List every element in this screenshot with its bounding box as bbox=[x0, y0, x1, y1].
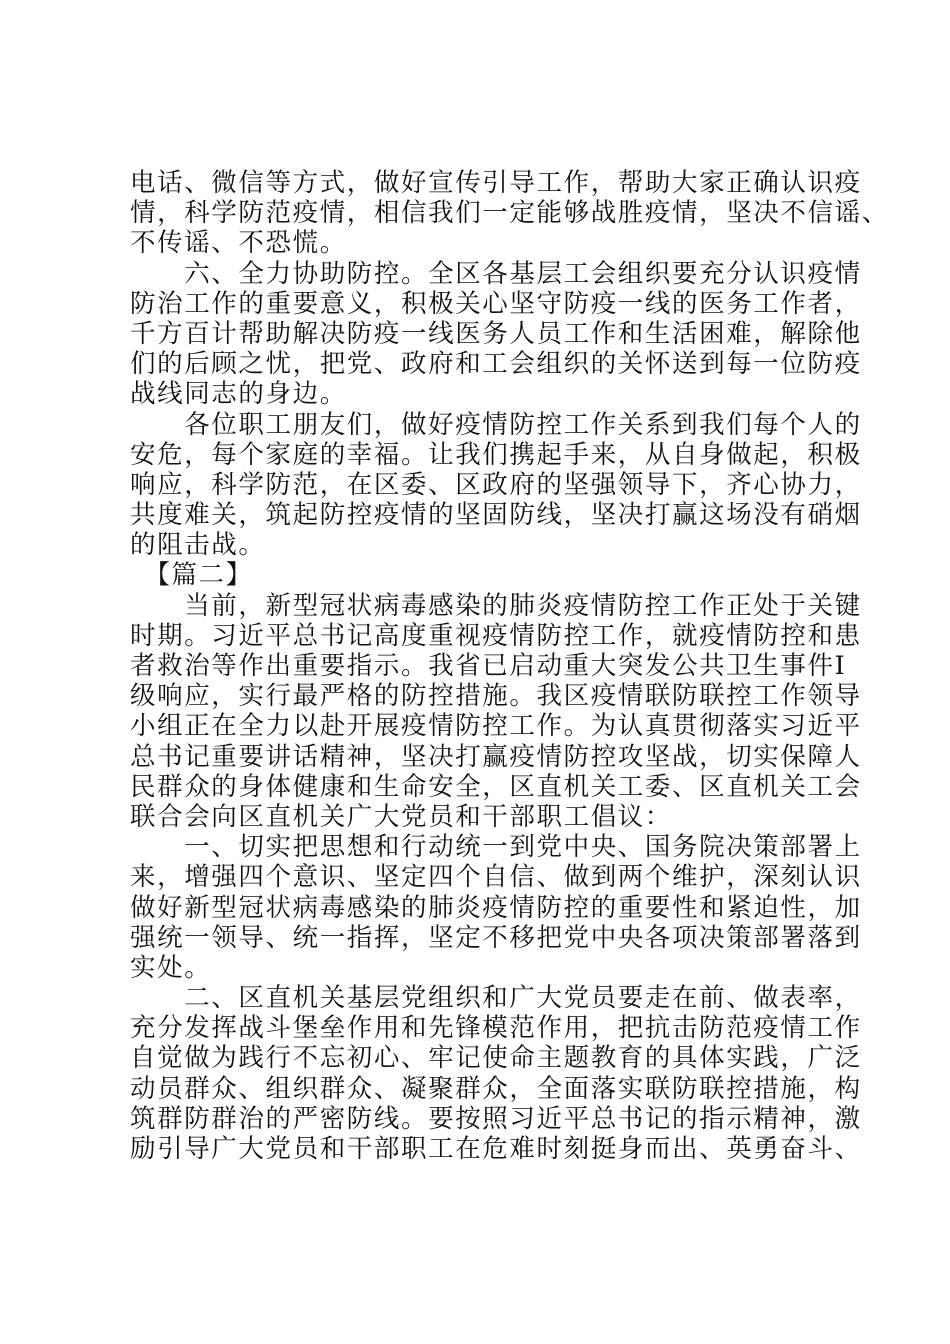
text-line: 来，增强四个意识、坚定四个自信、做到两个维护，深刻认识 bbox=[130, 862, 862, 893]
text-line: 时期。习近平总书记高度重视疫情防控工作，就疫情防控和患 bbox=[130, 620, 862, 651]
text-line: 电话、微信等方式，做好宣传引导工作，帮助大家正确认识疫 bbox=[130, 168, 862, 198]
text-line: 小组正在全力以赴开展疫情防控工作。为认真贯彻落实习近平 bbox=[130, 711, 862, 742]
text-line: 联合会向区直机关广大党员和干部职工倡议： bbox=[130, 801, 673, 832]
section-heading: 【篇二】 bbox=[130, 560, 253, 591]
text-line: 各位职工朋友们，做好疫情防控工作关系到我们每个人的 bbox=[130, 409, 862, 440]
text-line: 六、全力协助防控。全区各基层工会组织要充分认识疫情 bbox=[130, 258, 862, 289]
text-line: 响应，科学防范，在区委、区政府的坚强领导下，齐心协力， bbox=[130, 469, 862, 500]
text-line: 们的后顾之忧，把党、政府和工会组织的关怀送到每一位防疫 bbox=[130, 349, 862, 380]
text-line: 动员群众、组织群众、凝聚群众，全面落实联防联控措施，构 bbox=[130, 1073, 862, 1104]
text-line: 一、切实把思想和行动统一到党中央、国务院决策部署上 bbox=[130, 832, 862, 863]
text-line: 二、区直机关基层党组织和广大党员要走在前、做表率， bbox=[130, 983, 862, 1014]
text-line: 防治工作的重要意义，积极关心坚守防疫一线的医务工作者， bbox=[130, 288, 862, 319]
text-line: 自觉做为践行不忘初心、牢记使命主题教育的具体实践，广泛 bbox=[130, 1043, 862, 1074]
text-line: 强统一领导、统一指挥，坚定不移把党中央各项决策部署落到 bbox=[130, 922, 862, 953]
text-line: 级响应，实行最严格的防控措施。我区疫情联防联控工作领导 bbox=[130, 681, 862, 712]
text-line: 励引导广大党员和干部职工在危难时刻挺身而出、英勇奋斗、 bbox=[130, 1134, 862, 1164]
text-line: 不传谣、不恐慌。 bbox=[130, 228, 347, 259]
text-line: 充分发挥战斗堡垒作用和先锋模范作用，把抗击防范疫情工作 bbox=[130, 1013, 862, 1044]
text-line: 共度难关，筑起防控疫情的坚固防线，坚决打赢这场没有硝烟 bbox=[130, 500, 862, 531]
document-body bbox=[130, 168, 889, 1164]
text-line: 情，科学防范疫情，相信我们一定能够战胜疫情，坚决不信谣、 bbox=[130, 198, 889, 229]
text-line: 者救治等作出重要指示。我省已启动重大突发公共卫生事件Ⅰ bbox=[130, 651, 847, 681]
text-line: 总书记重要讲话精神，坚决打赢疫情防控攻坚战，切实保障人 bbox=[130, 741, 862, 772]
text-line: 的阻击战。 bbox=[130, 530, 266, 561]
text-line: 做好新型冠状病毒感染的肺炎疫情防控的重要性和紧迫性，加 bbox=[130, 892, 862, 923]
text-line: 实处。 bbox=[130, 952, 212, 983]
text-line: 战线同志的身边。 bbox=[130, 379, 347, 410]
text-line: 安危，每个家庭的幸福。让我们携起手来，从自身做起，积极 bbox=[130, 439, 862, 470]
text-line: 民群众的身体健康和生命安全，区直机关工委、区直机关工会 bbox=[130, 771, 862, 802]
text-line: 当前，新型冠状病毒感染的肺炎疫情防控工作正处于关键 bbox=[130, 590, 862, 621]
text-line: 筑群防群治的严密防线。要按照习近平总书记的指示精神，激 bbox=[130, 1103, 862, 1134]
text-line: 千方百计帮助解决防疫一线医务人员工作和生活困难，解除他 bbox=[130, 318, 862, 349]
